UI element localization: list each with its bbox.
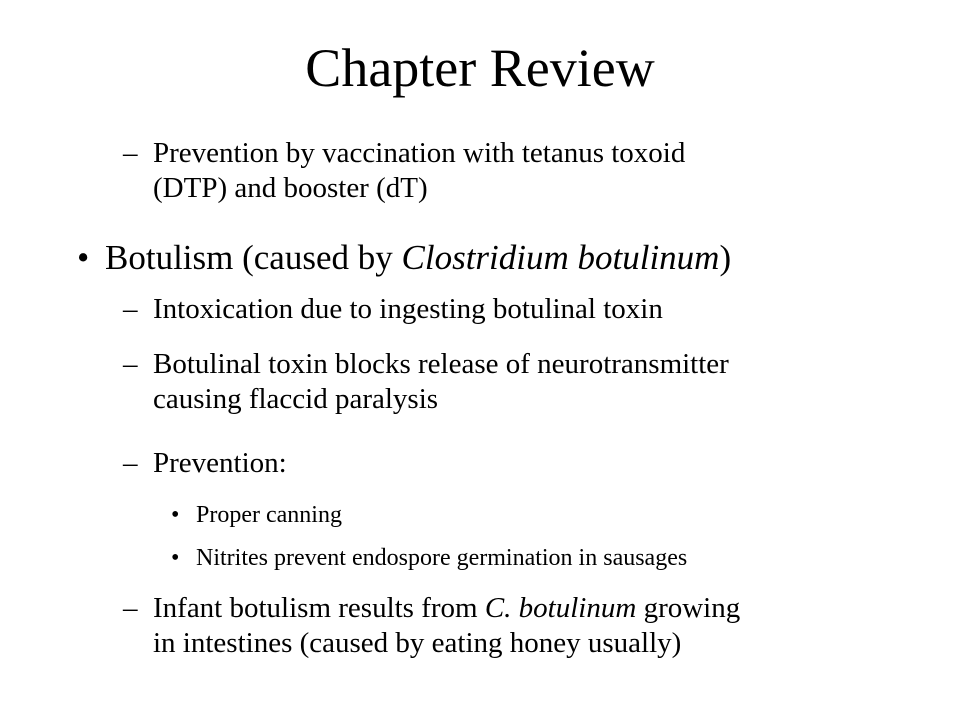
bullet-marker: • bbox=[171, 502, 180, 528]
item-line bbox=[153, 591, 913, 626]
bullet-marker: • bbox=[171, 545, 180, 571]
item-line: Prevention by vaccination with tetanus toxoid bbox=[153, 137, 686, 169]
bullet-marker: • bbox=[77, 238, 90, 277]
dash-marker: – bbox=[123, 293, 138, 325]
item-line: Prevention: bbox=[153, 447, 287, 479]
item-line: (DTP) and booster (dT) bbox=[153, 172, 428, 204]
item-text: growing bbox=[636, 592, 741, 624]
item-line: Intoxication due to ingesting botulinal toxin bbox=[153, 293, 663, 325]
item-line: causing flaccid paralysis bbox=[153, 383, 439, 415]
item-line: in intestines (caused by eating honey usually) bbox=[153, 627, 682, 659]
dash-marker: – bbox=[123, 348, 138, 380]
dash-marker: – bbox=[123, 137, 138, 169]
item-line: Nitrites prevent endospore germination in sausages bbox=[196, 545, 688, 571]
item-line: Proper canning bbox=[196, 502, 342, 528]
item-line: Botulinal toxin blocks release of neurotransmitter bbox=[153, 348, 729, 380]
dash-marker: – bbox=[123, 592, 138, 624]
item-italic-text: Clostridium botulinum bbox=[401, 238, 720, 277]
item-text: ) bbox=[719, 238, 732, 277]
item-italic-text: C. botulinum bbox=[484, 592, 637, 624]
slide-title: Chapter Review bbox=[305, 38, 655, 98]
item-text: Botulism (caused by bbox=[105, 238, 402, 277]
dash-marker: – bbox=[123, 447, 138, 479]
item-text: Infant botulism results from bbox=[153, 592, 485, 624]
